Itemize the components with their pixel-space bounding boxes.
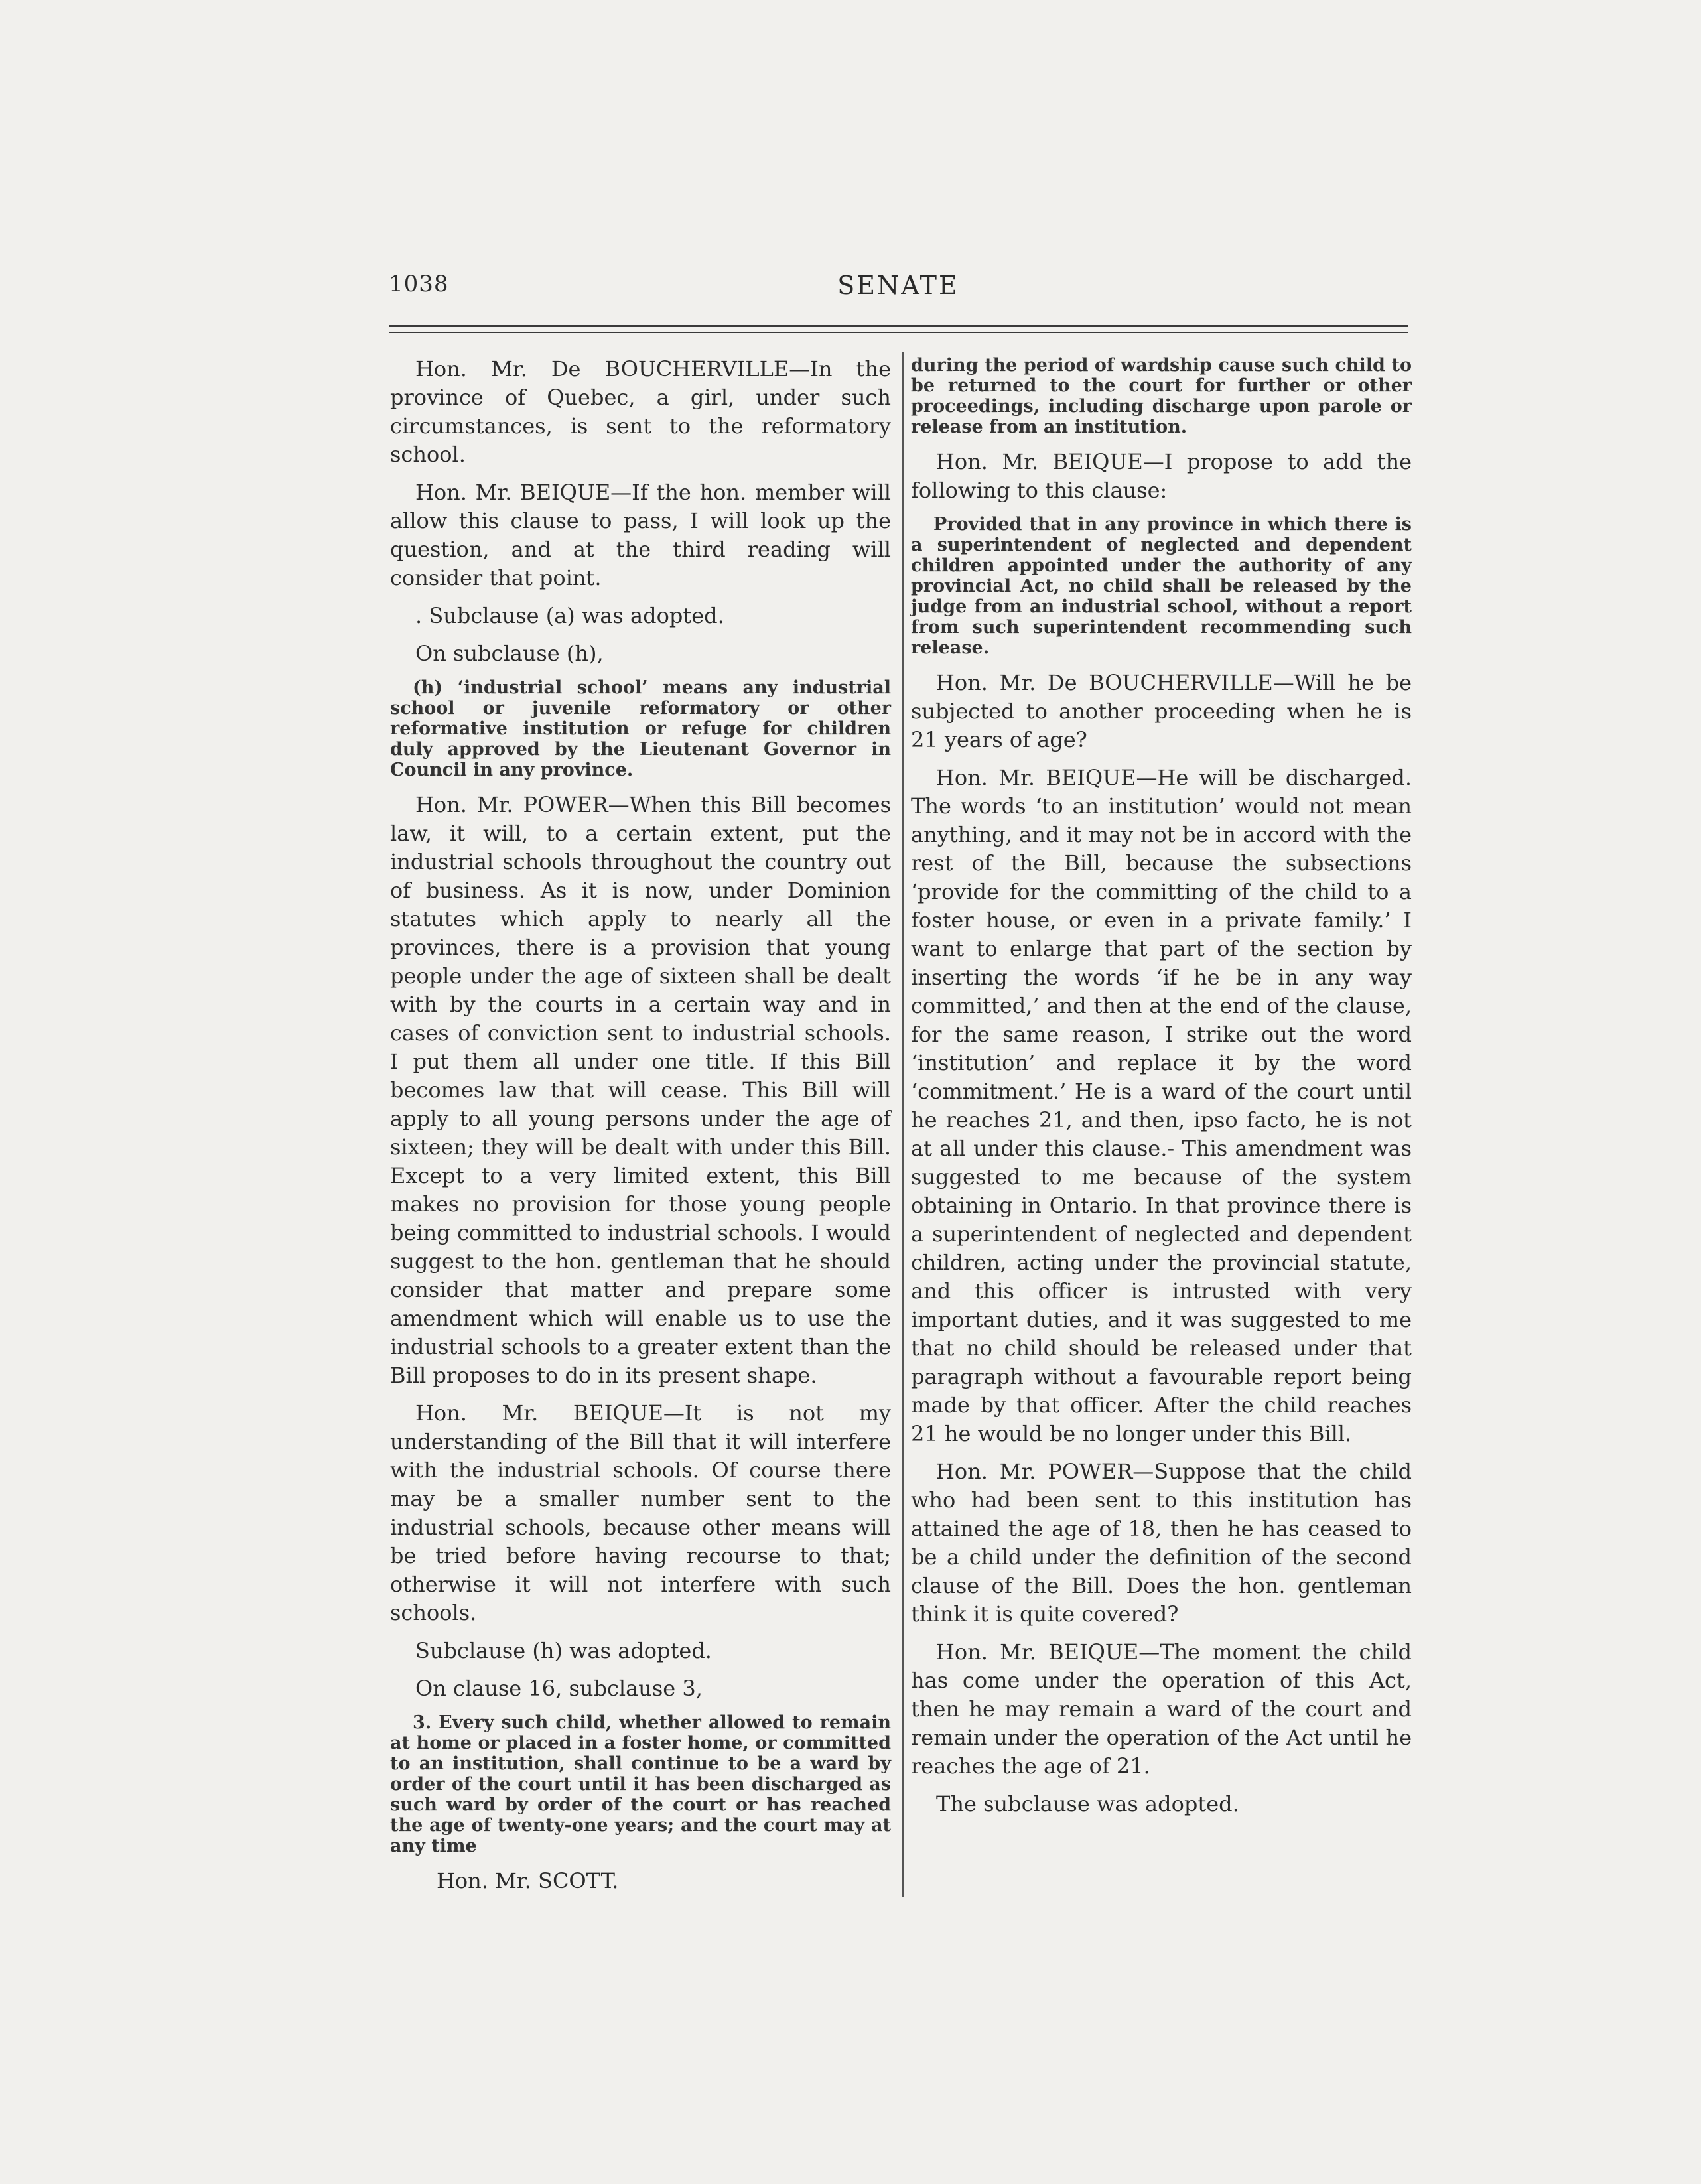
speech-paragraph: Hon. Mr. BEIQUE—The moment the child has come under the operation of this Act, then he may remain a ward of the court and remain under the operation of the Act until he reaches the age of 21. (911, 1639, 1412, 1779)
speech-paragraph: Hon. Mr. BEIQUE—It is not my understanding of the Bill that it will interfere with the industrial schools. Of course there may be a smaller number sent to the industrial schools, because other means will be tried before having recourse to that; otherwise it will not interfere with such schools. (390, 1400, 891, 1625)
header-rule-bottom (389, 332, 1408, 333)
right-column (911, 355, 1412, 1828)
procedural-note: Subclause (h) was adopted. (415, 1638, 712, 1663)
speech-paragraph: Hon. Mr. De BOUCHERVILLE—Will he be subjected to another proceeding when he is 21 years of age? (911, 670, 1412, 752)
header-rule-top (389, 325, 1408, 327)
procedural-note: . Subclause (a) was adopted. (415, 603, 724, 628)
page-header (389, 271, 1408, 310)
bill-text-quote: during the period of wardship cause such child to be returned to the court for further or other proceedings, including discharge upon parole or release from an institution. (911, 355, 1412, 437)
speech-paragraph: Hon. Mr. BEIQUE—If the hon. member will allow this clause to pass, I will look up the question, and at the third reading will consider that point. (390, 480, 891, 590)
speech-paragraph: Hon. Mr. BEIQUE—He will be discharged. The words ‘to an institution’ would not mean anything, and it may not be in accord with the rest of the Bill, because the subsections ‘provide for the committing of the child to a foster house, or even in a private family.’ I want to enlarge that part of the section by inserting the words ‘if he be in any way committed,’ and then at the end of the clause, for the same reason, I strike out the word ‘institution’ and replace it by the word ‘commitment.’ He is a ward of the court until he reaches 21, and then, ipso facto, he is not at all under this clause.- This amendment was suggested to me because of the system obtaining in Ontario. In that province there is a superintendent of neglected and dependent children, acting under the provincial statute, and this officer is intrusted with very important duties, and it was suggested to me that no child should be released under that paragraph without a favourable report being made by that officer. After the child reaches 21 he would be no longer under this Bill. (911, 765, 1412, 1446)
bill-text-quote: 3. Every such child, whether allowed to remain at home or placed in a foster home, or committed to an institution, shall continue to be a ward by order of the court until it has been discharged as such ward by order of the court or has reached the age of twenty-one years; and the court may at any time (390, 1712, 891, 1856)
speech-paragraph: Hon. Mr. POWER—Suppose that the child who had been sent to this institution has attained the age of 18, then he has ceased to be a child under the definition of the second clause of the Bill. Does the hon. gentleman think it is quite covered? (911, 1459, 1412, 1627)
bill-text-quote: Provided that in any province in which there is a superintendent of neglected and dependent children appointed under the authority of any provincial Act, no child shall be released by the judge from an industrial school, without a report from such superintendent recommending such release. (911, 514, 1412, 658)
column-divider (902, 352, 904, 1897)
procedural-note: On subclause (h), (415, 641, 604, 666)
left-column (390, 355, 891, 1905)
speech-paragraph: Hon. Mr. De BOUCHERVILLE—In the province of Quebec, a girl, under such circumstances, is sent to the reformatory school. (390, 356, 891, 467)
speech-paragraph: Hon. Mr. BEIQUE—I propose to add the following to this clause: (911, 449, 1412, 503)
speaker-footer: Hon. Mr. SCOTT. (437, 1868, 619, 1893)
page-number: 1038 (389, 271, 449, 297)
bill-text-quote: (h) ‘industrial school’ means any industrial school or juvenile reformatory or other reformative institution or refuge for children duly approved by the Lieutenant Governor in Council in any province. (390, 677, 891, 780)
procedural-note: On clause 16, subclause 3, (415, 1676, 703, 1701)
running-head: SENATE (837, 271, 959, 300)
speech-paragraph: Hon. Mr. POWER—When this Bill becomes law, it will, to a certain extent, put the industrial schools throughout the country out of business. As it is now, under Dominion statutes which apply to nearly all the provinces, there is a provision that young people under the age of sixteen shall be dealt with by the courts in a certain way and in cases of conviction sent to industrial schools. I put them all under one title. If this Bill becomes law that will cease. This Bill will apply to all young persons under the age of sixteen; they will be dealt with under this Bill. Except to a very limited extent, this Bill makes no provision for those young people being committed to industrial schools. I would suggest to the hon. gentleman that he should consider that matter and prepare some amendment which will enable us to use the industrial schools to a greater extent than the Bill proposes to do in its present shape. (390, 792, 891, 1388)
procedural-note: The subclause was adopted. (936, 1791, 1239, 1816)
